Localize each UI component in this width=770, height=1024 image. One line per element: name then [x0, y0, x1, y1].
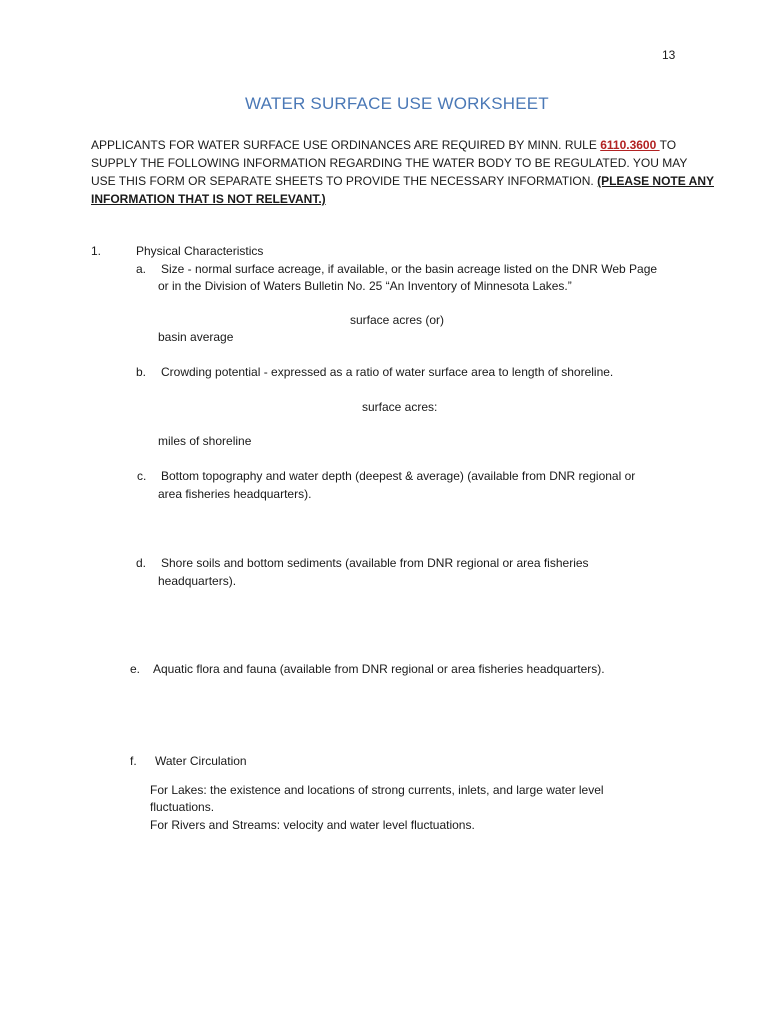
item-c-text: Bottom topography and water depth (deepest & average) (available from DNR regional or — [161, 469, 636, 483]
miles-shoreline-label: miles of shoreline — [158, 434, 252, 448]
section-number: 1. — [91, 244, 102, 258]
section-heading: Physical Characteristics — [136, 244, 264, 258]
item-a-text: Size - normal surface acreage, if available, or the basin acreage listed on the DNR Web Page — [161, 262, 658, 276]
page-title: WATER SURFACE USE WORKSHEET — [245, 94, 549, 113]
intro-text: TO — [659, 138, 677, 152]
basin-average-label: basin average — [158, 330, 234, 344]
intro-line-2: SUPPLY THE FOLLOWING INFORMATION REGARDING THE WATER BODY TO BE REGULATED. YOU MAY — [91, 156, 688, 170]
item-d-text: Shore soils and bottom sediments (available from DNR regional or area fisheries — [161, 556, 589, 570]
intro-text: APPLICANTS FOR WATER SURFACE USE ORDINANCES ARE REQUIRED BY MINN. RULE — [91, 138, 601, 152]
item-f-text: For Rivers and Streams: velocity and water level fluctuations. — [150, 818, 475, 832]
item-b-text: Crowding potential - expressed as a ratio of water surface area to length of shoreline. — [161, 365, 614, 379]
page-number: 13 — [662, 48, 676, 62]
rule-link[interactable]: 6110.3600 — [600, 138, 660, 152]
intro-line-4: INFORMATION THAT IS NOT RELEVANT.) — [91, 192, 326, 206]
item-letter: a. — [136, 262, 147, 276]
item-f-text: fluctuations. — [150, 800, 215, 814]
item-letter: e. — [130, 662, 141, 676]
item-letter: c. — [137, 469, 147, 483]
item-e-text: Aquatic flora and fauna (available from DNR regional or area fisheries headquarters). — [153, 662, 605, 676]
item-a-text: or in the Division of Waters Bulletin No. 25 “An Inventory of Minnesota Lakes.” — [158, 279, 572, 293]
item-letter: b. — [136, 365, 147, 379]
item-letter: d. — [136, 556, 147, 570]
intro-line-3 — [91, 173, 714, 190]
item-f-heading: Water Circulation — [155, 754, 247, 768]
intro-note: (PLEASE NOTE ANY — [597, 174, 714, 188]
item-c-text: area fisheries headquarters). — [158, 487, 312, 501]
intro-line-1 — [91, 137, 691, 154]
item-f-text: For Lakes: the existence and locations of strong currents, inlets, and large water level — [150, 783, 604, 797]
surface-acres-label: surface acres: — [362, 400, 438, 414]
item-letter: f. — [130, 754, 137, 768]
surface-acres-label: surface acres (or) — [350, 313, 445, 327]
intro-text: USE THIS FORM OR SEPARATE SHEETS TO PROVIDE THE NECESSARY INFORMATION. — [91, 174, 598, 188]
item-d-text: headquarters). — [158, 574, 237, 588]
